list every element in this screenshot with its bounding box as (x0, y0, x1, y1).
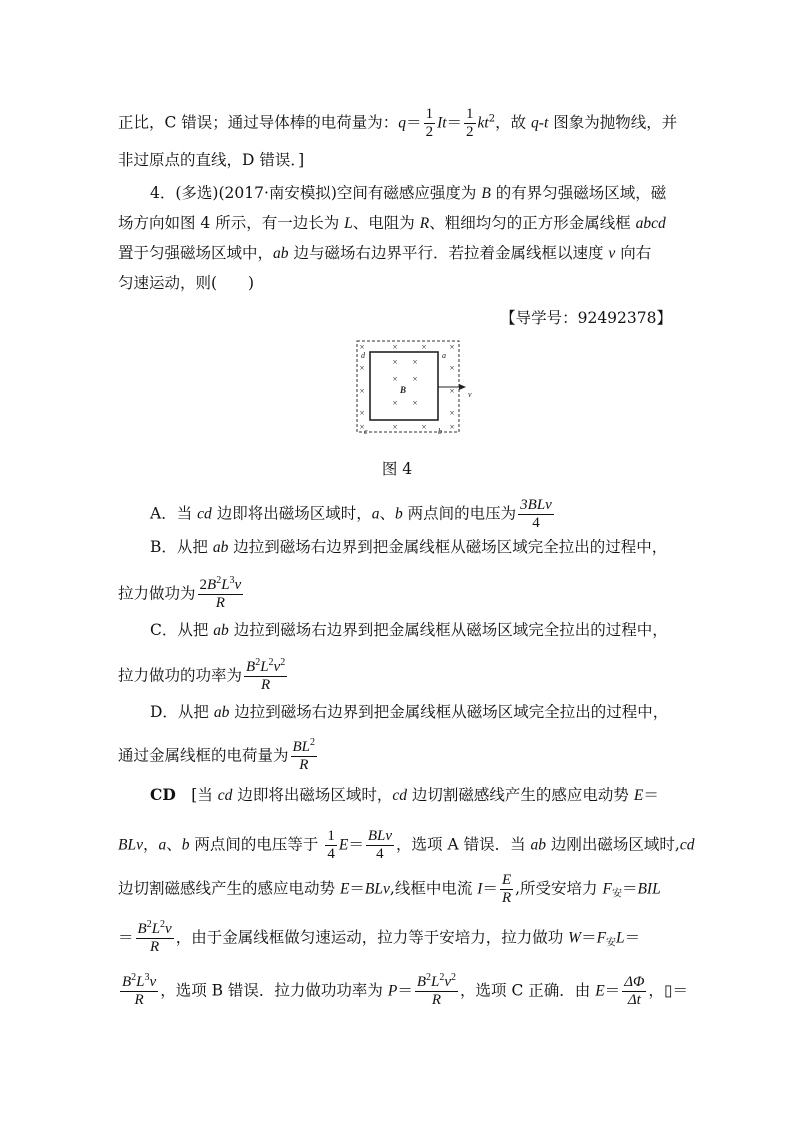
text: 拉力做功的功率为 (118, 666, 243, 685)
cross: × (392, 374, 398, 384)
var-B: B (416, 974, 427, 990)
option-c-line-2 (118, 659, 289, 694)
answer-line-2 (118, 828, 695, 863)
text: 、电阻为 (352, 214, 420, 232)
exponent: 2 (451, 972, 457, 983)
fraction-work (198, 577, 244, 612)
equals: ＝ (349, 879, 365, 898)
arrow-head-icon (459, 384, 466, 390)
var-L: L (151, 921, 161, 937)
text: 场方向如图 4 所示，有一边长为 (118, 214, 345, 232)
fraction-power (244, 659, 287, 694)
text: 边刚出磁场区域时, (546, 835, 680, 854)
var-qt: q-t (531, 114, 549, 132)
text: 、 (166, 835, 182, 854)
equals: ＝ (118, 928, 134, 947)
fraction-force (136, 921, 174, 956)
text: 边与磁场右边界平行．若拉着金属线框以速度 (288, 244, 609, 262)
var-L: L (344, 215, 353, 232)
var-a: a (371, 505, 380, 523)
text: ，选项 B 错误．拉力做功功率为 (160, 981, 388, 1000)
text: 边切割磁感线产生的感应电动势 (406, 786, 634, 804)
text: 两点间的电压为 (402, 504, 517, 523)
answer-line-5 (118, 974, 688, 1009)
equals: ＝ (406, 113, 422, 132)
text: D．从把 (150, 703, 214, 721)
num (291, 739, 318, 757)
cross: × (392, 422, 398, 432)
answer-line-1 (150, 785, 659, 806)
var-v: v (444, 974, 452, 990)
fraction-current (500, 872, 513, 907)
equals: ＝ (482, 879, 498, 898)
var-kt: kt (477, 114, 489, 132)
text: ， (142, 835, 159, 854)
text: ，故 (495, 113, 532, 132)
den: 2 (425, 124, 434, 140)
fraction-half (424, 106, 436, 141)
var-cd: cd (679, 836, 695, 854)
option-d-line-1 (150, 702, 668, 723)
equals: ＝ (624, 928, 641, 947)
var-a: a (158, 836, 167, 854)
text: 边拉到磁场右边界到把金属线框从磁场区域完全拉出的过程中， (228, 538, 668, 556)
cross: × (359, 363, 365, 373)
cross: × (412, 398, 418, 408)
option-b-line-1 (150, 537, 667, 558)
question-line-1 (150, 183, 666, 204)
text: 通过金属线框的电荷量为 (118, 746, 289, 765)
answer-line-4 (118, 921, 640, 956)
cross: × (412, 357, 418, 367)
fraction-quarter (325, 828, 337, 863)
text: 置于匀强磁场区域中， (118, 244, 274, 262)
text: C．从把 (150, 621, 214, 639)
text: ,所受安培力 (515, 879, 603, 898)
question-line-3 (118, 243, 651, 264)
cross: × (421, 342, 427, 352)
var-cd: cd (392, 787, 407, 804)
den: R (299, 757, 309, 773)
label-a: a (442, 351, 446, 360)
fraction-work (120, 974, 158, 1009)
var-B: B (207, 577, 217, 593)
exponent: 2 (255, 657, 261, 668)
var-b: b (394, 505, 403, 523)
var-L: L (136, 974, 145, 990)
num (244, 659, 287, 677)
exponent: 3 (229, 575, 235, 586)
var-cd: cd (217, 787, 233, 804)
var-v: v (149, 974, 157, 990)
text: 、粗细均匀的正方形金属线框 (429, 214, 636, 232)
guide-number: 【导学号：92492378】 (500, 309, 672, 327)
exponent: 2 (160, 919, 166, 930)
den: 4 (327, 846, 335, 862)
figure-caption: 图 4 (381, 460, 413, 478)
num (415, 974, 458, 992)
figure-4-magnetic-field-diagram (352, 336, 482, 438)
var-BLv: BLv (364, 880, 390, 898)
num (120, 974, 158, 992)
text: ，选项 A 错误．当 (396, 835, 531, 854)
continuation-line-2 (118, 150, 304, 170)
text: [当 (175, 786, 218, 804)
den: R (261, 677, 271, 693)
num: 1 (327, 828, 335, 844)
equals: ＝ (604, 981, 621, 1000)
den: R (431, 992, 442, 1008)
cross: × (359, 386, 365, 396)
exponent: 2 (310, 737, 316, 748)
var-v: v (234, 577, 242, 593)
equals: ＝ (446, 113, 463, 132)
fraction-charge (291, 739, 318, 774)
var-b: b (181, 836, 190, 854)
text: 图象为抛物线，并 (548, 113, 678, 132)
cross: × (449, 342, 455, 352)
cross: × (359, 422, 365, 432)
equals: ＝ (581, 928, 597, 947)
exponent: 2 (488, 113, 496, 125)
var-ab: ab (212, 539, 229, 556)
var-ab: ab (273, 245, 289, 262)
var-B: B (137, 921, 147, 937)
den: R (134, 992, 144, 1008)
text: 正比，C 错误；通过导体棒的电荷量为： (118, 113, 399, 132)
text: 、 (379, 504, 395, 523)
fraction-half (464, 106, 476, 141)
cross: × (392, 342, 398, 352)
cross: × (449, 408, 455, 418)
var-ab: ab (530, 836, 546, 854)
exponent: 3 (144, 972, 150, 983)
exponent: 2 (439, 972, 445, 983)
var-v: v (165, 921, 172, 937)
text: A．当 (150, 504, 198, 523)
den: 4 (376, 846, 384, 862)
cross: × (421, 422, 427, 432)
den: 4 (532, 515, 540, 531)
question-line-2 (118, 213, 666, 234)
var-R: R (419, 215, 430, 232)
equals: ＝ (348, 835, 364, 854)
den: R (215, 595, 225, 611)
label-b: b (438, 427, 442, 436)
var-ab: ab (213, 704, 230, 721)
var-abcd: abcd (635, 215, 666, 232)
equals: ＝ (397, 981, 413, 1000)
text: 边即将出磁场区域时， (211, 504, 372, 523)
var-F: F (602, 880, 612, 898)
fraction-voltage (518, 497, 554, 532)
var-q: q (398, 114, 407, 132)
text: 边拉到磁场右边界到把金属线框从磁场区域完全拉出的过程中， (228, 621, 668, 639)
fraction-flux (622, 974, 646, 1009)
missing-glyph: ▯ (663, 981, 673, 1000)
option-d-line-2 (118, 739, 319, 774)
den: Δt (627, 992, 641, 1008)
num (198, 577, 244, 595)
den: R (150, 939, 160, 955)
num: 1 (425, 106, 434, 122)
text: 拉力做功为 (118, 584, 196, 603)
question-line-4 (118, 273, 254, 293)
var-B: B (246, 659, 256, 675)
cross: × (412, 374, 418, 384)
text: ， (648, 981, 664, 1000)
option-a (150, 497, 556, 532)
var-L: L (616, 929, 625, 947)
var-I: I (477, 880, 483, 898)
text: 边拉到磁场右边界到把金属线框从磁场区域完全拉出的过程中， (229, 703, 669, 721)
var-cd: cd (197, 505, 212, 523)
var-P: P (387, 982, 398, 1000)
text: 两点间的电压等于 (189, 835, 324, 854)
cross: × (392, 357, 398, 367)
cross: × (449, 363, 455, 373)
cross: × (392, 398, 398, 408)
var-B: B (122, 974, 132, 990)
answer-line-3 (118, 872, 661, 907)
answer-key: CD (150, 785, 176, 804)
var-BIL: BIL (637, 880, 661, 898)
equals: ＝ (643, 786, 659, 804)
exponent: 2 (216, 575, 222, 586)
var-BL: BL (292, 739, 311, 755)
text: ，由于金属线框做匀速运动，拉力等于安培力，拉力做功 (175, 928, 569, 947)
cross: × (449, 422, 455, 432)
fraction-power (415, 974, 458, 1009)
var-v: v (608, 245, 616, 262)
label-c: c (364, 427, 368, 436)
var-E: E (595, 982, 605, 1000)
num: 1 (466, 106, 474, 122)
num (136, 921, 174, 939)
option-c-line-1 (150, 620, 668, 641)
var-L: L (221, 577, 230, 593)
var-L: L (260, 659, 269, 675)
exponent: 2 (131, 972, 137, 983)
text: 匀速运动，则( ) (118, 274, 255, 292)
var-L: L (431, 974, 440, 990)
exponent: 2 (426, 972, 432, 983)
subscript: 安 (611, 888, 622, 900)
label-d: d (361, 351, 365, 360)
var-W: W (568, 929, 582, 947)
text: ,线框中电流 (389, 879, 478, 898)
exponent: 2 (280, 657, 286, 668)
num: ΔΦ (624, 974, 645, 990)
den: R (501, 890, 512, 906)
continuation-line-1 (118, 106, 677, 141)
text: 向右 (615, 244, 652, 262)
num: 3BLv (520, 497, 552, 513)
var-F: F (596, 929, 607, 947)
fraction-voltage (366, 828, 394, 863)
var-v: v (273, 659, 281, 675)
var-ab: ab (213, 622, 229, 639)
num: E (501, 872, 512, 888)
exponent: 2 (146, 919, 152, 930)
cross: × (449, 386, 455, 396)
var-E: E (339, 880, 350, 898)
num: BLv (367, 828, 393, 844)
label-B: B (400, 385, 407, 395)
text: 边即将出磁场区域时， (232, 786, 393, 804)
var-E: E (338, 836, 349, 854)
cross: × (359, 408, 365, 418)
option-b-line-2 (118, 577, 245, 612)
var-It: It (437, 114, 447, 132)
var-B: B (481, 185, 491, 202)
text: 的有界匀强磁场区域，磁 (490, 184, 667, 202)
subscript: 安 (606, 937, 617, 949)
exponent: 2 (268, 657, 274, 668)
den: 2 (466, 124, 474, 140)
text: 4．(多选)(2017·南安模拟)空间有磁感应强度为 (150, 184, 482, 202)
text: 非过原点的直线，D 错误．] (118, 151, 305, 169)
text: 边切割磁感线产生的感应电动势 (118, 879, 340, 898)
text: ，选项 C 正确．由 (460, 981, 596, 1000)
cross: × (359, 342, 365, 352)
coef: 2 (199, 577, 208, 593)
label-v: v (468, 390, 472, 399)
equals: ＝ (672, 981, 688, 1000)
text: B．从把 (150, 538, 213, 556)
var-BLv: BLv (118, 836, 143, 854)
var-E: E (633, 787, 644, 804)
equals: ＝ (621, 879, 638, 898)
